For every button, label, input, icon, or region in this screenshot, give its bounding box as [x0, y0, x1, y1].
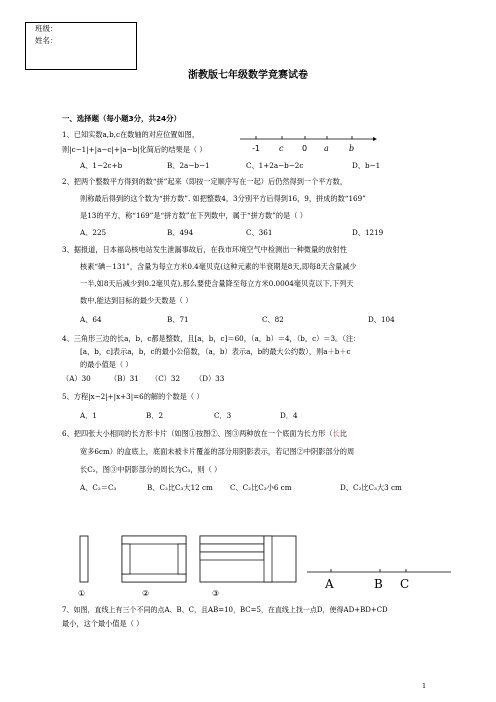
q6-line2: 宽多6cm）的盒底上，底面未被卡片覆盖的部分用阴影表示，若记图②中阴影部分的周 [80, 447, 355, 456]
q4-line1: 4、三角形三边的长a，b，c都是整数，且[a，b，c]＝60，（a，b）＝4，（b，c）＝3。（注： [62, 334, 361, 343]
q4-option-c: （C）32 [151, 374, 181, 383]
label-b: b [349, 144, 355, 153]
q7-line2: 最小，这个最小值是（ ） [62, 619, 144, 628]
figure3-card-2 [200, 544, 264, 552]
label-a: a [324, 144, 329, 153]
q5-option-c: C．3 [214, 411, 232, 420]
q2-option-a: A、225 [80, 228, 107, 237]
q4-option-d: （D）33 [195, 374, 225, 383]
figure1-label: ① [78, 589, 86, 598]
q7-line-figure [305, 568, 455, 596]
q6-option-b: B、C₂比C₃大12 cm [147, 483, 213, 492]
q1-option-d: D、b−1 [352, 161, 381, 170]
q2-line1: 2、把两个整数平方得到的数“拼”起来（即按一定顺序写在一起）后仍然得到一个平方数， [62, 177, 348, 186]
q6-option-a: A、C₂＝C₃ [80, 483, 117, 492]
q6-line1-part2: 比 [339, 429, 347, 438]
page-number: 1 [422, 682, 427, 690]
figure3-card-1 [200, 536, 264, 544]
q6-line3: 长C₂，图③中阴影部分的周长为C₃，则（ ） [80, 465, 222, 474]
page-title: 浙教版七年级数学竞赛试卷 [188, 70, 308, 81]
q5-option-d: D．4 [280, 411, 298, 420]
q5-option-b: B．2 [146, 411, 164, 420]
q1-option-c: C、1+2a−b−2c [246, 161, 304, 170]
q2-option-b: B、494 [167, 228, 194, 237]
q1-line2: 则|c−1|+|a−c|+|a−b|化简后的结果是（ ） [62, 145, 207, 154]
q4-line2: [a，b，c]表示a，b，c的最小公倍数，（a，b）表示a，b的最大公约数），则a＋b＋c [80, 347, 351, 356]
q6-line1-red: 长 [332, 429, 340, 438]
figure3-card-4 [264, 536, 272, 582]
figure3-label: ③ [212, 589, 220, 598]
q3-option-d: D、104 [368, 315, 395, 324]
figure2-card-right [178, 544, 186, 574]
number-line-arrow [373, 137, 377, 141]
q3-line4: 数中,能达到目标的最少天数是（ ） [80, 296, 193, 305]
q6-option-d: D、C₂比C₃大3 cm [340, 483, 402, 492]
figure2-label: ② [142, 589, 150, 598]
q7-point-b: B [374, 577, 383, 591]
q6-line1-part1: 6、把四张大小相同的长方形卡片（如图①按图②、图③两种放在一个底面为长方形（ [62, 429, 333, 438]
student-info-box [25, 22, 137, 70]
q5-line1: 5、方程|x−2|+|x+3|=6的解的个数是（ ） [62, 392, 204, 401]
q2-option-c: C、361 [246, 228, 273, 237]
label-0: 0 [302, 144, 308, 153]
q7-line1: 7、如图，直线上有三个不同的点A、B、C，且AB=10，BC=5，在直线上找一点D，使得AD+BD+CD [62, 606, 388, 614]
q7-point-c: C [400, 577, 410, 591]
figure3-card-3 [200, 552, 264, 560]
figure2-card-left [122, 544, 130, 574]
q3-line1: 3、据报道，日本福岛核电站发生泄漏事故后，在我市环境空气中检测出一种微量的放射性 [62, 245, 347, 254]
q1-option-b: B、2a−b−1 [167, 161, 210, 170]
q3-option-a: A、64 [80, 315, 102, 324]
q4-option-b: （B）31 [110, 374, 139, 383]
name-label: 姓名： [35, 36, 58, 45]
figure1-card [80, 536, 88, 582]
figure2-card-top [122, 536, 186, 544]
q6-option-c: C、C₂比C₃小6 cm [230, 483, 292, 492]
q6-figures [62, 532, 302, 602]
q4-option-a: （A）30 [62, 374, 91, 383]
q3-option-c: C、82 [262, 315, 284, 324]
q1-option-a: A、1−2c+b [80, 161, 123, 170]
q6-line1 [62, 428, 347, 439]
q2-line3: 是13的平方，称“169”是“拼方数”在下列数中，属于“拼方数”的是（ ） [80, 211, 307, 220]
q7-point-a: A [325, 577, 334, 591]
q5-option-a: A．1 [80, 411, 97, 420]
q2-line2: 则称最后得到的这个数为“拼方数”. 如把整数4，3分别平方后得到16，9，拼成的数“169” [80, 194, 366, 203]
q3-line2: 核素“碘－131”，含量为每立方米0.4毫贝克(这种元素的半衰期是8天,即每8天含量减少 [80, 262, 357, 271]
q1-number-line [238, 127, 378, 157]
q3-option-b: B、71 [167, 315, 189, 324]
label-c: c [279, 144, 284, 153]
q2-option-d: D、1219 [352, 228, 384, 237]
q4-line3: 的最小值是（ ） [80, 360, 133, 369]
q1-line1: 1、已知实数a,b,c在数轴的对应位置如图， [62, 130, 200, 139]
q3-line3: 一半,如8天后减少到0.2毫贝克),那么要使含量降至每立方米0.0004毫贝克以下,下列天 [80, 279, 354, 288]
section-heading: 一、选择题（每小题3分，共24分） [62, 114, 181, 123]
label-neg1: -1 [252, 144, 260, 153]
figure2-card-bottom [122, 574, 186, 582]
class-label: 班级： [35, 24, 58, 33]
